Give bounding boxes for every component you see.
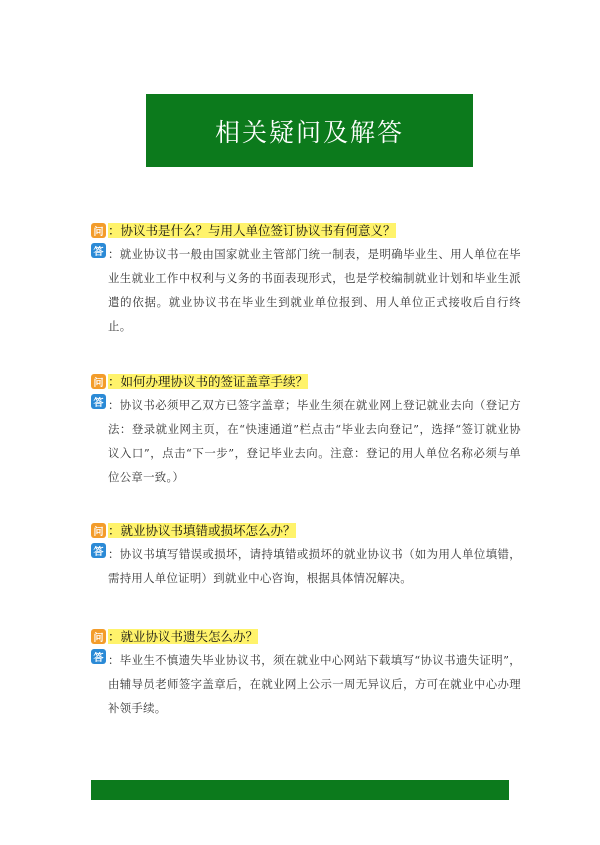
answer-text: ：毕业生不慎遗失毕业协议书，须在就业中心网站下载填写“协议书遗失证明”，由辅导员老师签字盖章后，在就业网上公示一周无异议后，方可在就业中心办理补领手续。 xyxy=(108,653,521,715)
question-line xyxy=(91,628,521,646)
answer-icon: 答 xyxy=(91,243,106,258)
answer-line xyxy=(91,648,521,720)
qa-item-2 xyxy=(91,373,521,489)
question-icon: 问 xyxy=(91,374,106,389)
qa-item-3 xyxy=(91,522,521,590)
answer-text: ：协议书必须甲乙双方已签字盖章；毕业生须在就业网上登记就业去向（登记方法：登录就业网主页，在“快速通道”栏点击“毕业去向登记”，选择“签订就业协议入口”，点击“下一步”，登记毕业去向。注意：登记的用人单位名称必须与单位公章一致。） xyxy=(108,398,521,484)
answer-line xyxy=(91,393,521,489)
answer-icon: 答 xyxy=(91,543,106,558)
answer-icon: 答 xyxy=(91,394,106,409)
question-icon: 问 xyxy=(91,523,106,538)
question-text: ：协议书是什么？与用人单位签订协议书有何意义？ xyxy=(108,223,396,238)
question-text: ：就业协议书填错或损坏怎么办？ xyxy=(108,523,296,538)
answer-line xyxy=(91,542,521,590)
qa-item-4 xyxy=(91,628,521,720)
answer-text: ：协议书填写错误或损坏，请持填错或损坏的就业协议书（如为用人单位填错，需持用人单位证明）到就业中心咨询，根据具体情况解决。 xyxy=(108,547,521,585)
question-icon: 问 xyxy=(91,223,106,238)
footer-bar xyxy=(91,780,509,800)
title-banner xyxy=(146,94,473,167)
answer-line xyxy=(91,242,521,338)
question-icon: 问 xyxy=(91,629,106,644)
answer-icon: 答 xyxy=(91,649,106,664)
question-text: ：就业协议书遗失怎么办？ xyxy=(108,629,259,644)
question-line xyxy=(91,522,521,540)
question-line xyxy=(91,222,521,240)
page-title: 相关疑问及解答 xyxy=(214,117,404,147)
qa-item-1 xyxy=(91,222,521,338)
answer-text: ：就业协议书一般由国家就业主管部门统一制表，是明确毕业生、用人单位在毕业生就业工作中权利与义务的书面表现形式，也是学校编制就业计划和毕业生派遣的依据。就业协议书在毕业生到就业单位报到、用人单位正式接收后自行终止。 xyxy=(108,247,521,333)
question-text: ：如何办理协议书的签证盖章手续？ xyxy=(108,374,309,389)
question-line xyxy=(91,373,521,391)
